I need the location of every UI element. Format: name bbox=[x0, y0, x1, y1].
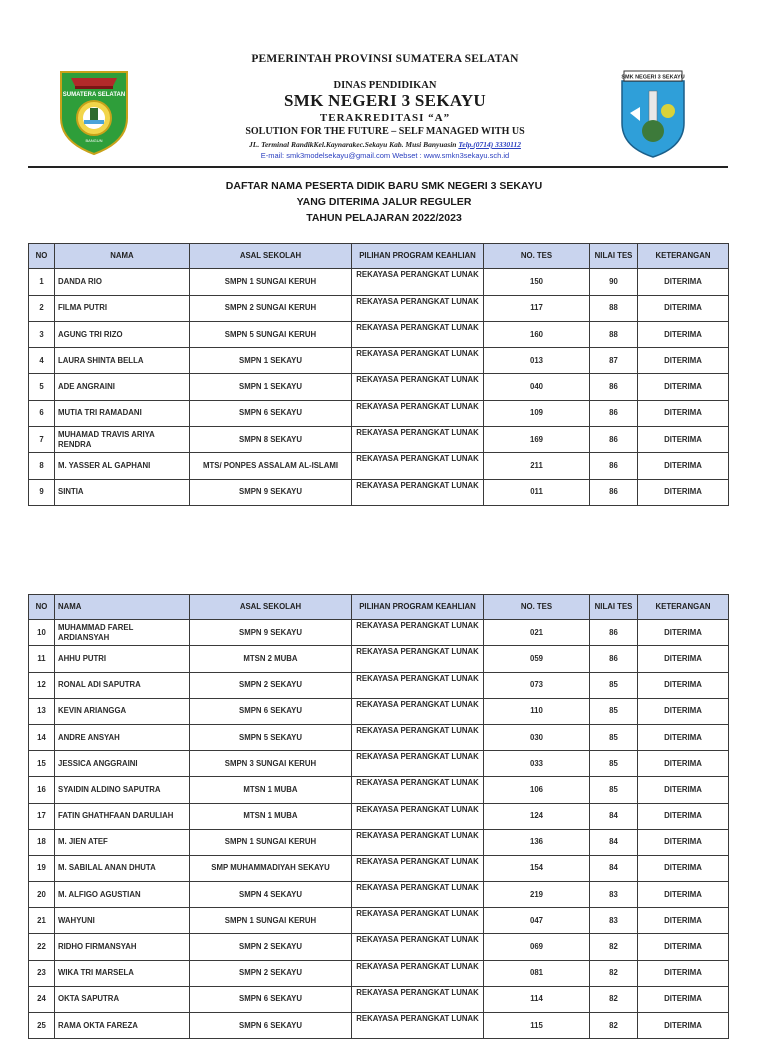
origin-school: SMPN 2 SEKAYU bbox=[190, 934, 352, 960]
test-score: 86 bbox=[590, 374, 638, 400]
test-score: 86 bbox=[590, 427, 638, 453]
student-name: JESSICA ANGGRAINI bbox=[55, 751, 190, 777]
origin-school: SMPN 8 SEKAYU bbox=[190, 427, 352, 453]
test-score: 82 bbox=[590, 960, 638, 986]
row-no: 8 bbox=[29, 453, 55, 479]
status: DITERIMA bbox=[638, 698, 729, 724]
col-header-no-tes: NO. TES bbox=[484, 244, 590, 269]
student-name: MUHAMAD TRAVIS ARIYA RENDRA bbox=[55, 427, 190, 453]
test-number: 069 bbox=[484, 934, 590, 960]
student-table-page-2 bbox=[28, 594, 729, 1039]
row-no: 16 bbox=[29, 777, 55, 803]
status: DITERIMA bbox=[638, 427, 729, 453]
table-row bbox=[29, 479, 729, 505]
school-motto: SOLUTION FOR THE FUTURE – SELF MANAGED WITH US bbox=[245, 126, 525, 137]
program-choice: REKAYASA PERANGKAT LUNAK bbox=[352, 986, 484, 1012]
student-name: SINTIA bbox=[55, 479, 190, 505]
col-header-asal: ASAL SEKOLAH bbox=[190, 595, 352, 620]
student-name: AHHU PUTRI bbox=[55, 646, 190, 672]
test-number: 011 bbox=[484, 479, 590, 505]
origin-school: SMPN 6 SEKAYU bbox=[190, 986, 352, 1012]
col-header-no-tes: NO. TES bbox=[484, 595, 590, 620]
table-row bbox=[29, 672, 729, 698]
test-score: 85 bbox=[590, 751, 638, 777]
program-choice: REKAYASA PERANGKAT LUNAK bbox=[352, 698, 484, 724]
row-no: 15 bbox=[29, 751, 55, 777]
program-choice: REKAYASA PERANGKAT LUNAK bbox=[352, 348, 484, 374]
school-name: SMK NEGERI 3 SEKAYU bbox=[283, 91, 487, 110]
program-choice: REKAYASA PERANGKAT LUNAK bbox=[352, 724, 484, 750]
test-number: 040 bbox=[484, 374, 590, 400]
student-name: KEVIN ARIANGGA bbox=[55, 698, 190, 724]
origin-school: SMPN 1 SEKAYU bbox=[190, 348, 352, 374]
accreditation: TERAKREDITASI “A” bbox=[319, 112, 451, 124]
program-choice: REKAYASA PERANGKAT LUNAK bbox=[352, 777, 484, 803]
status: DITERIMA bbox=[638, 1013, 729, 1039]
student-name: RAMA OKTA FAREZA bbox=[55, 1013, 190, 1039]
col-header-program: PILIHAN PROGRAM KEAHLIAN bbox=[352, 244, 484, 269]
test-number: 117 bbox=[484, 295, 590, 321]
student-name: WIKA TRI MARSELA bbox=[55, 960, 190, 986]
row-no: 13 bbox=[29, 698, 55, 724]
table-row bbox=[29, 803, 729, 829]
row-no: 23 bbox=[29, 960, 55, 986]
test-number: 136 bbox=[484, 829, 590, 855]
col-header-nama: NAMA bbox=[55, 244, 190, 269]
origin-school: SMPN 1 SEKAYU bbox=[190, 374, 352, 400]
test-number: 160 bbox=[484, 321, 590, 347]
origin-school: SMPN 1 SUNGAI KERUH bbox=[190, 269, 352, 295]
row-no: 19 bbox=[29, 855, 55, 881]
status: DITERIMA bbox=[638, 829, 729, 855]
test-number: 106 bbox=[484, 777, 590, 803]
origin-school: SMPN 5 SUNGAI KERUH bbox=[190, 321, 352, 347]
test-number: 115 bbox=[484, 1013, 590, 1039]
student-name: FILMA PUTRI bbox=[55, 295, 190, 321]
row-no: 25 bbox=[29, 1013, 55, 1039]
col-header-ket: KETERANGAN bbox=[638, 595, 729, 620]
row-no: 22 bbox=[29, 934, 55, 960]
col-header-program: PILIHAN PROGRAM KEAHLIAN bbox=[352, 595, 484, 620]
origin-school: SMPN 2 SEKAYU bbox=[190, 960, 352, 986]
program-choice: REKAYASA PERANGKAT LUNAK bbox=[352, 479, 484, 505]
test-score: 82 bbox=[590, 934, 638, 960]
test-score: 82 bbox=[590, 986, 638, 1012]
test-number: 211 bbox=[484, 453, 590, 479]
origin-school: SMPN 6 SEKAYU bbox=[190, 400, 352, 426]
program-choice: REKAYASA PERANGKAT LUNAK bbox=[352, 1013, 484, 1039]
table-row bbox=[29, 934, 729, 960]
student-name: LAURA SHINTA BELLA bbox=[55, 348, 190, 374]
program-choice: REKAYASA PERANGKAT LUNAK bbox=[352, 453, 484, 479]
program-choice: REKAYASA PERANGKAT LUNAK bbox=[352, 960, 484, 986]
test-score: 84 bbox=[590, 855, 638, 881]
origin-school: MTSN 1 MUBA bbox=[190, 777, 352, 803]
test-score: 85 bbox=[590, 698, 638, 724]
row-no: 1 bbox=[29, 269, 55, 295]
student-name: M. JIEN ATEF bbox=[55, 829, 190, 855]
test-number: 059 bbox=[484, 646, 590, 672]
table-row bbox=[29, 646, 729, 672]
student-name: RIDHO FIRMANSYAH bbox=[55, 934, 190, 960]
status: DITERIMA bbox=[638, 646, 729, 672]
row-no: 21 bbox=[29, 908, 55, 934]
origin-school: SMPN 1 SUNGAI KERUH bbox=[190, 908, 352, 934]
student-name: OKTA SAPUTRA bbox=[55, 986, 190, 1012]
test-score: 86 bbox=[590, 453, 638, 479]
origin-school: MTSN 2 MUBA bbox=[190, 646, 352, 672]
origin-school: SMP MUHAMMADIYAH SEKAYU bbox=[190, 855, 352, 881]
test-score: 85 bbox=[590, 777, 638, 803]
status: DITERIMA bbox=[638, 960, 729, 986]
origin-school: SMPN 2 SEKAYU bbox=[190, 672, 352, 698]
student-table-page-1 bbox=[28, 243, 729, 506]
test-score: 86 bbox=[590, 479, 638, 505]
test-number: 124 bbox=[484, 803, 590, 829]
test-score: 87 bbox=[590, 348, 638, 374]
table-row bbox=[29, 374, 729, 400]
origin-school: SMPN 2 SUNGAI KERUH bbox=[190, 295, 352, 321]
table-row bbox=[29, 348, 729, 374]
phone-link[interactable]: Telp.(0714) 3330112 bbox=[458, 140, 521, 149]
status: DITERIMA bbox=[638, 908, 729, 934]
smk-negeri-3-sekayu-logo-icon bbox=[618, 67, 688, 159]
col-header-no: NO bbox=[29, 595, 55, 620]
status: DITERIMA bbox=[638, 479, 729, 505]
test-score: 86 bbox=[590, 400, 638, 426]
row-no: 11 bbox=[29, 646, 55, 672]
department-name: DINAS PENDIDIKAN bbox=[333, 80, 437, 91]
table-row bbox=[29, 777, 729, 803]
address-text: JL. Terminal RandikKel.Kaynarakec.Sekayu Kab. Musi Banyuasin bbox=[249, 140, 459, 149]
col-header-no: NO bbox=[29, 244, 55, 269]
program-choice: REKAYASA PERANGKAT LUNAK bbox=[352, 882, 484, 908]
test-score: 86 bbox=[590, 646, 638, 672]
test-number: 073 bbox=[484, 672, 590, 698]
row-no: 9 bbox=[29, 479, 55, 505]
row-no: 12 bbox=[29, 672, 55, 698]
status: DITERIMA bbox=[638, 400, 729, 426]
status: DITERIMA bbox=[638, 803, 729, 829]
test-score: 84 bbox=[590, 829, 638, 855]
status: DITERIMA bbox=[638, 672, 729, 698]
svg-text:BANGUN: BANGUN bbox=[85, 138, 103, 143]
test-score: 84 bbox=[590, 803, 638, 829]
origin-school: SMPN 6 SEKAYU bbox=[190, 1013, 352, 1039]
program-choice: REKAYASA PERANGKAT LUNAK bbox=[352, 803, 484, 829]
student-name: MUHAMMAD FAREL ARDIANSYAH bbox=[55, 620, 190, 646]
test-score: 86 bbox=[590, 620, 638, 646]
table-row bbox=[29, 400, 729, 426]
row-no: 5 bbox=[29, 374, 55, 400]
col-header-ket: KETERANGAN bbox=[638, 244, 729, 269]
test-number: 150 bbox=[484, 269, 590, 295]
status: DITERIMA bbox=[638, 348, 729, 374]
student-name: FATIN GHATHFAAN DARULIAH bbox=[55, 803, 190, 829]
student-name: M. ALFIGO AGUSTIAN bbox=[55, 882, 190, 908]
table-row bbox=[29, 269, 729, 295]
program-choice: REKAYASA PERANGKAT LUNAK bbox=[352, 934, 484, 960]
test-number: 081 bbox=[484, 960, 590, 986]
test-number: 030 bbox=[484, 724, 590, 750]
student-name: M. YASSER AL GAPHANI bbox=[55, 453, 190, 479]
origin-school: SMPN 1 SUNGAI KERUH bbox=[190, 829, 352, 855]
test-score: 83 bbox=[590, 908, 638, 934]
svg-text:SUMATERA SELATAN: SUMATERA SELATAN bbox=[62, 92, 126, 98]
table-row bbox=[29, 855, 729, 881]
origin-school: SMPN 3 SUNGAI KERUH bbox=[190, 751, 352, 777]
test-number: 169 bbox=[484, 427, 590, 453]
row-no: 3 bbox=[29, 321, 55, 347]
table-row bbox=[29, 882, 729, 908]
student-name: WAHYUNI bbox=[55, 908, 190, 934]
table-row bbox=[29, 829, 729, 855]
test-number: 110 bbox=[484, 698, 590, 724]
row-no: 20 bbox=[29, 882, 55, 908]
program-choice: REKAYASA PERANGKAT LUNAK bbox=[352, 400, 484, 426]
status: DITERIMA bbox=[638, 620, 729, 646]
academic-year: TAHUN PELAJARAN 2022/2023 bbox=[306, 212, 462, 224]
table-row bbox=[29, 986, 729, 1012]
test-score: 88 bbox=[590, 295, 638, 321]
document-title: DAFTAR NAMA PESERTA DIDIK BARU SMK NEGERI 3 SEKAYU bbox=[225, 180, 543, 192]
status: DITERIMA bbox=[638, 855, 729, 881]
government-name: PEMERINTAH PROVINSI SUMATERA SELATAN bbox=[251, 53, 519, 65]
table-row bbox=[29, 620, 729, 646]
student-name: MUTIA TRI RAMADANI bbox=[55, 400, 190, 426]
table-row bbox=[29, 427, 729, 453]
svg-text:SMK NEGERI 3 SEKAYU: SMK NEGERI 3 SEKAYU bbox=[621, 74, 685, 81]
row-no: 14 bbox=[29, 724, 55, 750]
table-row bbox=[29, 908, 729, 934]
test-score: 90 bbox=[590, 269, 638, 295]
table-row bbox=[29, 453, 729, 479]
contact-line[interactable]: E-mail: smk3modelsekayu@gmail.com Webset : www.smkn3sekayu.sch.id bbox=[260, 151, 510, 160]
status: DITERIMA bbox=[638, 777, 729, 803]
test-score: 85 bbox=[590, 672, 638, 698]
program-choice: REKAYASA PERANGKAT LUNAK bbox=[352, 269, 484, 295]
table-row bbox=[29, 295, 729, 321]
status: DITERIMA bbox=[638, 269, 729, 295]
status: DITERIMA bbox=[638, 453, 729, 479]
test-score: 88 bbox=[590, 321, 638, 347]
col-header-nilai: NILAI TES bbox=[590, 244, 638, 269]
row-no: 6 bbox=[29, 400, 55, 426]
letterhead bbox=[0, 0, 768, 168]
test-number: 033 bbox=[484, 751, 590, 777]
test-score: 83 bbox=[590, 882, 638, 908]
table-row bbox=[29, 1013, 729, 1039]
row-no: 10 bbox=[29, 620, 55, 646]
status: DITERIMA bbox=[638, 724, 729, 750]
letterhead-divider bbox=[28, 166, 728, 168]
col-header-asal: ASAL SEKOLAH bbox=[190, 244, 352, 269]
row-no: 7 bbox=[29, 427, 55, 453]
origin-school: SMPN 4 SEKAYU bbox=[190, 882, 352, 908]
origin-school: MTS/ PONPES ASSALAM AL-ISLAMI bbox=[190, 453, 352, 479]
origin-school: SMPN 9 SEKAYU bbox=[190, 620, 352, 646]
program-choice: REKAYASA PERANGKAT LUNAK bbox=[352, 855, 484, 881]
row-no: 24 bbox=[29, 986, 55, 1012]
program-choice: REKAYASA PERANGKAT LUNAK bbox=[352, 751, 484, 777]
document-subtitle: YANG DITERIMA JALUR REGULER bbox=[296, 196, 472, 208]
status: DITERIMA bbox=[638, 934, 729, 960]
student-name: ANDRE ANSYAH bbox=[55, 724, 190, 750]
origin-school: MTSN 1 MUBA bbox=[190, 803, 352, 829]
table-header-row bbox=[29, 595, 729, 620]
table-row bbox=[29, 724, 729, 750]
program-choice: REKAYASA PERANGKAT LUNAK bbox=[352, 321, 484, 347]
test-number: 109 bbox=[484, 400, 590, 426]
sumatera-selatan-emblem-icon bbox=[55, 66, 133, 156]
test-number: 219 bbox=[484, 882, 590, 908]
status: DITERIMA bbox=[638, 986, 729, 1012]
program-choice: REKAYASA PERANGKAT LUNAK bbox=[352, 374, 484, 400]
row-no: 17 bbox=[29, 803, 55, 829]
status: DITERIMA bbox=[638, 321, 729, 347]
status: DITERIMA bbox=[638, 751, 729, 777]
table-row bbox=[29, 321, 729, 347]
table-row bbox=[29, 698, 729, 724]
test-number: 047 bbox=[484, 908, 590, 934]
row-no: 2 bbox=[29, 295, 55, 321]
test-number: 013 bbox=[484, 348, 590, 374]
test-number: 114 bbox=[484, 986, 590, 1012]
program-choice: REKAYASA PERANGKAT LUNAK bbox=[352, 829, 484, 855]
program-choice: REKAYASA PERANGKAT LUNAK bbox=[352, 672, 484, 698]
program-choice: REKAYASA PERANGKAT LUNAK bbox=[352, 908, 484, 934]
table-row bbox=[29, 751, 729, 777]
col-header-nilai: NILAI TES bbox=[590, 595, 638, 620]
school-address bbox=[160, 140, 610, 149]
status: DITERIMA bbox=[638, 882, 729, 908]
program-choice: REKAYASA PERANGKAT LUNAK bbox=[352, 427, 484, 453]
program-choice: REKAYASA PERANGKAT LUNAK bbox=[352, 646, 484, 672]
student-name: RONAL ADI SAPUTRA bbox=[55, 672, 190, 698]
student-name: M. SABILAL ANAN DHUTA bbox=[55, 855, 190, 881]
program-choice: REKAYASA PERANGKAT LUNAK bbox=[352, 620, 484, 646]
test-score: 85 bbox=[590, 724, 638, 750]
status: DITERIMA bbox=[638, 374, 729, 400]
student-name: ADE ANGRAINI bbox=[55, 374, 190, 400]
test-number: 021 bbox=[484, 620, 590, 646]
program-choice: REKAYASA PERANGKAT LUNAK bbox=[352, 295, 484, 321]
student-name: AGUNG TRI RIZO bbox=[55, 321, 190, 347]
origin-school: SMPN 5 SEKAYU bbox=[190, 724, 352, 750]
row-no: 4 bbox=[29, 348, 55, 374]
student-name: SYAIDIN ALDINO SAPUTRA bbox=[55, 777, 190, 803]
origin-school: SMPN 6 SEKAYU bbox=[190, 698, 352, 724]
table-row bbox=[29, 960, 729, 986]
origin-school: SMPN 9 SEKAYU bbox=[190, 479, 352, 505]
test-score: 82 bbox=[590, 1013, 638, 1039]
test-number: 154 bbox=[484, 855, 590, 881]
student-name: DANDA RIO bbox=[55, 269, 190, 295]
table-header-row bbox=[29, 244, 729, 269]
status: DITERIMA bbox=[638, 295, 729, 321]
col-header-nama: NAMA bbox=[55, 595, 190, 620]
row-no: 18 bbox=[29, 829, 55, 855]
